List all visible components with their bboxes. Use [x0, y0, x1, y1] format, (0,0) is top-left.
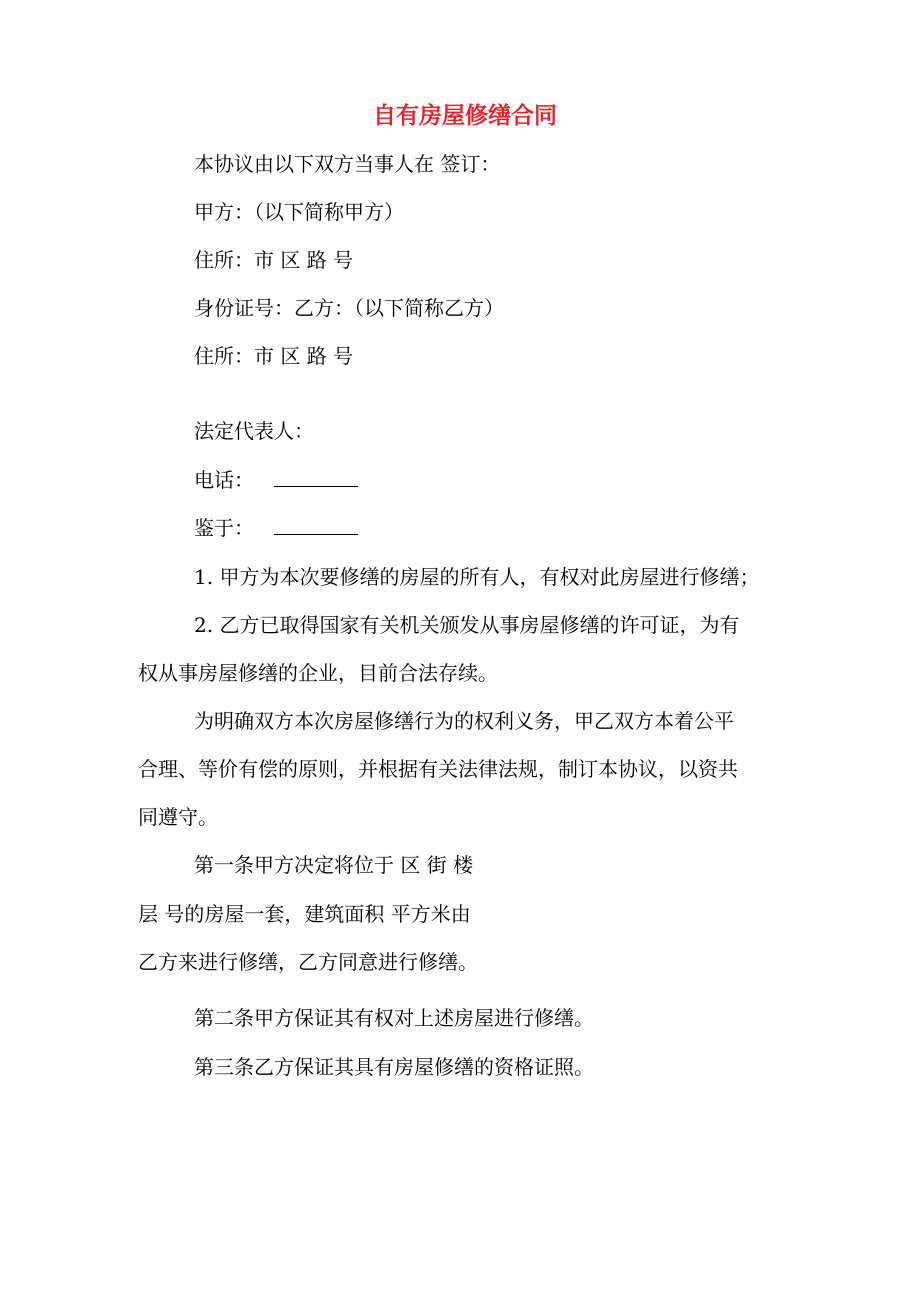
clause-2-line-1: 2. 乙方已取得国家有关机关颁发从事房屋修缮的许可证，为有 [194, 613, 740, 637]
phone-line [194, 466, 358, 494]
clause-2-line-2: 权从事房屋修缮的企业，目前合法存续。 [138, 661, 498, 685]
purpose-line-3: 同遵守。 [138, 805, 218, 829]
whereas-label: 鉴于： [194, 516, 254, 540]
id-party-b-line: 身份证号：乙方：（以下简称乙方） [194, 296, 504, 320]
purpose-line-2: 合理、等价有偿的原则，并根据有关法律法规，制订本协议，以资共 [138, 757, 738, 781]
intro-line: 本协议由以下双方当事人在 签订： [194, 152, 501, 176]
clause-1: 1. 甲方为本次要修缮的房屋的所有人，有权对此房屋进行修缮； [194, 565, 760, 589]
article-1-line-1: 第一条甲方决定将位于 区 街 楼 [194, 853, 474, 877]
article-2: 第二条甲方保证其有权对上述房屋进行修缮。 [194, 1006, 594, 1030]
phone-label: 电话： [194, 468, 254, 492]
document-title: 自有房屋修缮合同 [373, 103, 557, 129]
phone-blank [274, 468, 358, 487]
article-1-line-2: 层 号的房屋一套，建筑面积 平方米由 [138, 902, 471, 926]
whereas-line [194, 514, 358, 542]
article-3: 第三条乙方保证其具有房屋修缮的资格证照。 [194, 1055, 594, 1079]
address-b-line: 住所：市 区 路 号 [194, 344, 354, 368]
whereas-blank [274, 516, 358, 535]
article-1-line-3: 乙方来进行修缮，乙方同意进行修缮。 [138, 950, 478, 974]
address-a-line: 住所：市 区 路 号 [194, 248, 354, 272]
legal-rep-line: 法定代表人： [194, 419, 314, 443]
purpose-line-1: 为明确双方本次房屋修缮行为的权利义务，甲乙双方本着公平 [194, 709, 734, 733]
party-a-line: 甲方：（以下简称甲方） [194, 200, 404, 224]
